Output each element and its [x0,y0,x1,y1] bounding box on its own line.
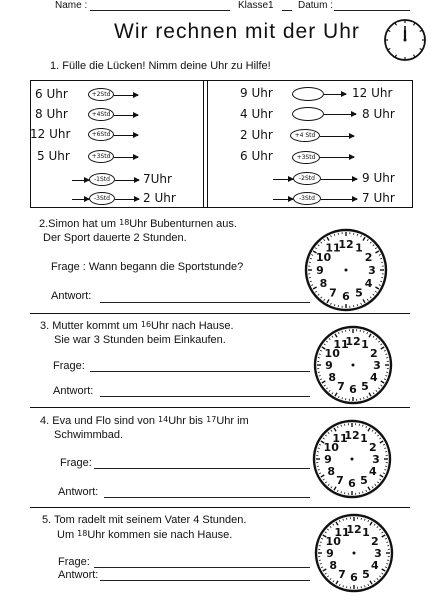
clock-number: 11 [332,432,348,446]
left-row-oval: +4Std [88,108,114,121]
clock-number: 3 [368,264,376,277]
task2-antwort-label: Antwort: [51,290,92,302]
clock-number: 12 [345,335,361,348]
clock-number: 7 [329,286,337,300]
task3-antwort-label: Antwort: [53,385,94,397]
task4-antwort-label: Antwort: [58,486,99,498]
task4-answer-line[interactable] [104,497,310,498]
right-row-oval: -3Std [293,192,321,205]
right-row-end: 8 Uhr [362,107,395,121]
left-row-start: 12 Uhr [30,127,71,141]
name-line[interactable] [90,10,230,11]
clock-number: 10 [323,441,339,454]
clock-number: 7 [338,567,346,581]
clock-number: 12 [338,238,354,251]
top-clock-icon [383,18,427,62]
left-row-start: 5 Uhr [37,149,70,163]
clock-number: 11 [333,338,349,352]
task5-clock-icon[interactable] [314,513,394,593]
task5-text: 5. Tom radelt mit seinem Vater 4 Stunden. Um $^{18}$Uhr kommen sie nach Hause. [42,514,247,541]
task5-antwort-label: Antwort: [58,569,99,581]
arrow-right-icon [321,179,357,180]
clock-number: 2 [364,251,373,264]
arrow-right-icon [321,199,357,200]
task2-clock-icon[interactable] [304,228,388,312]
left-row-start: 6 Uhr [35,87,68,101]
page-title: Wir rechnen mit der Uhr [114,20,360,43]
clock-number: 12 [346,523,362,536]
task2-text: 2.Simon hat um $^{18}$Uhr Bubenturnen aus. Der Sport dauerte 2 Stunden. [39,218,237,244]
clock-number: 3 [373,359,381,372]
clock-number: 4 [369,371,378,384]
clock-number: 1 [355,241,363,255]
arrow-right-icon [114,95,138,96]
date-line[interactable] [334,10,410,11]
left-row-oval: -1Std [89,173,115,186]
clock-number: 9 [324,453,332,466]
right-row-start: 2 Uhr [240,128,273,142]
clock-number: 5 [361,379,369,393]
clock-number: 10 [324,347,340,360]
right-row-end: 7 Uhr [362,191,395,205]
name-label: Name : [55,0,88,11]
clock-number: 6 [342,290,350,303]
task3-question-line[interactable] [90,371,310,372]
right-row-end: 12 Uhr [352,86,393,100]
left-row-start: 8 Uhr [35,107,68,121]
arrow-right-icon [114,157,138,158]
clock-number: 6 [348,477,356,490]
task3-text: 3. Mutter kommt um $^{16}$Uhr nach Hause. Sie war 3 Stunden beim Einkaufen. [40,320,234,346]
right-row-start: 9 Uhr [240,86,273,100]
clock-number: 5 [360,473,368,487]
right-row-oval: +3Std [292,151,320,164]
clock-number: 4 [364,277,373,290]
clock-number: 7 [337,379,345,393]
arrow-right-icon [114,115,138,116]
divider [30,507,410,508]
class-label: Klasse1 [238,0,274,11]
clock-number: 10 [325,535,341,548]
arrow-right-icon [273,179,293,180]
clock-number: 4 [370,559,379,572]
clock-number: 2 [368,441,377,454]
left-row-end: 7Uhr [143,172,172,186]
task3-answer-line[interactable] [100,396,310,397]
right-row-oval[interactable] [292,87,324,101]
task5-answer-line[interactable] [100,580,310,581]
task4-text: 4. Eva und Flo sind von $^{14}$Uhr bis $^{17}$Uhr im Schwimmbad. [40,415,249,441]
right-row-oval: -2Std [293,172,321,185]
task4-clock-icon[interactable] [312,419,392,499]
date-label: Datum : [298,0,334,11]
clock-number: 7 [336,473,344,487]
left-row-end: 2 Uhr [143,191,176,205]
left-row-oval: +3Std [88,150,114,163]
clock-number: 9 [326,547,334,560]
clock-number: 8 [328,371,337,384]
right-row-oval: +4 Std [290,129,320,142]
arrow-right-icon [320,157,354,158]
clock-number: 1 [361,338,369,352]
arrow-right-icon [324,94,346,95]
clock-number: 11 [334,526,350,540]
clock-number: 4 [368,465,377,478]
clock-number: 9 [316,264,324,277]
task5-question-line[interactable] [94,567,310,568]
task2-answer-line[interactable] [100,302,310,303]
clock-number: 2 [369,347,378,360]
clock-number: 8 [327,465,336,478]
divider [30,407,410,408]
task2-frage: Frage : Wann begann die Sportstunde? [51,261,244,273]
clock-number: 3 [372,453,380,466]
arrow-right-icon [273,199,293,200]
arrow-right-icon [115,180,139,181]
task3-clock-icon[interactable] [313,325,393,405]
right-row-start: 6 Uhr [240,149,273,163]
task1-instruction: 1. Fülle die Lücken! Nimm deine Uhr zu Hilfe! [50,60,271,72]
task3-frage-label: Frage: [53,360,85,372]
clock-number: 2 [370,535,379,548]
clock-number: 8 [319,277,328,290]
clock-number: 10 [315,251,332,264]
class-line[interactable] [282,10,292,11]
clock-number: 6 [350,571,358,584]
right-row-oval[interactable] [292,107,324,121]
clock-number: 3 [374,547,382,560]
clock-number: 8 [329,559,338,572]
task1-divider [203,81,208,207]
arrow-right-icon [72,199,89,200]
arrow-right-icon [114,135,138,136]
clock-number: 12 [344,429,360,442]
arrow-right-icon [72,180,89,181]
arrow-right-icon [115,199,139,200]
left-row-oval: -3Std [89,192,115,205]
clock-number: 1 [362,526,370,540]
left-row-oval: +2Std [88,88,114,101]
clock-number: 5 [355,286,363,300]
left-row-oval: +6Std [88,128,114,141]
right-row-start: 4 Uhr [240,107,273,121]
clock-number: 1 [360,432,368,446]
clock-number: 5 [362,567,370,581]
right-row-end: 9 Uhr [362,171,395,185]
task5-frage-label: Frage: [58,556,90,568]
clock-number: 9 [325,359,333,372]
arrow-right-icon [324,114,356,115]
clock-number: 6 [349,383,357,396]
clock-number: 11 [325,241,341,255]
arrow-right-icon [320,136,354,137]
task4-frage-label: Frage: [60,457,92,469]
divider [30,313,410,314]
task4-question-line[interactable] [94,468,310,469]
